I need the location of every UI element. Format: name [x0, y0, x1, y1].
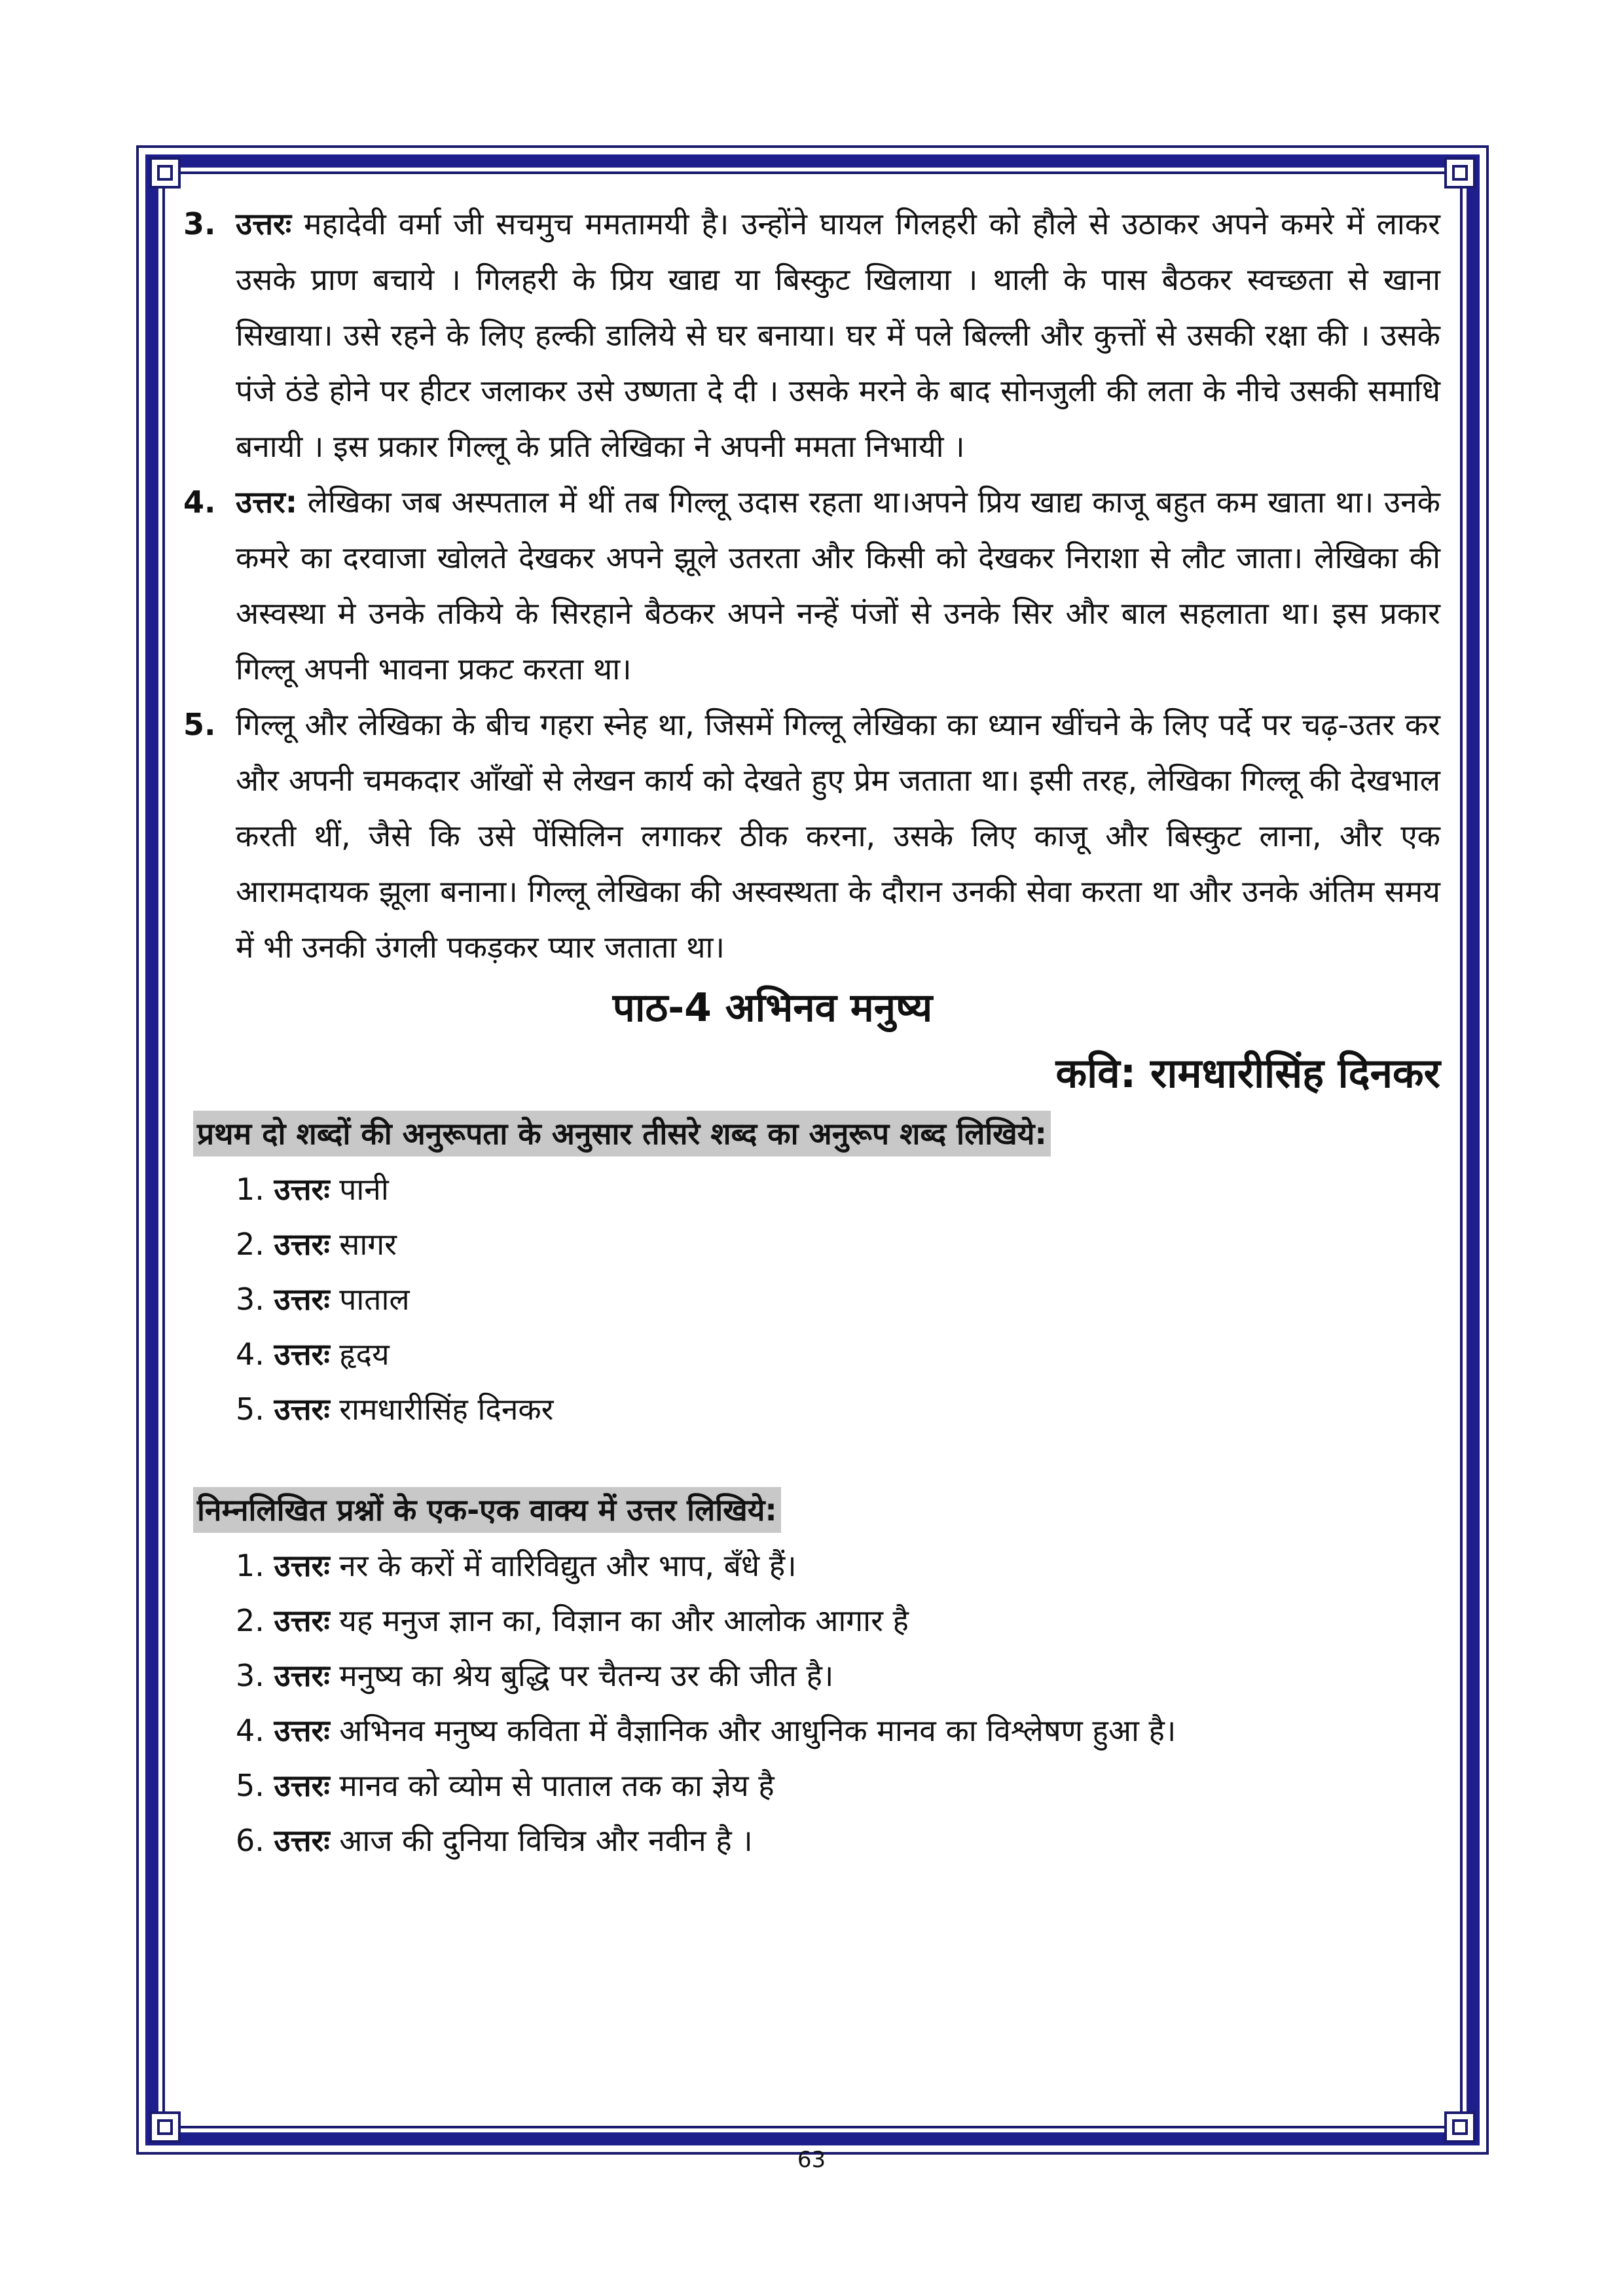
answer-label: उत्तरः: [274, 1336, 330, 1372]
list-item: [236, 1813, 1440, 1868]
item-number: 5.: [236, 1391, 264, 1427]
answer-label: उत्तरः: [274, 1713, 330, 1748]
answer-item: [183, 697, 1440, 975]
item-number: 1.: [236, 1548, 264, 1583]
page-number: 63: [797, 2147, 826, 2173]
answer-label: उत्तरः: [274, 1768, 330, 1803]
poet-name: कवि: रामधारीसिंह दिनकर: [1055, 1049, 1440, 1097]
list-item: [236, 1217, 1440, 1272]
list-item: [236, 1648, 1440, 1703]
answer-text: रामधारीसिंह दिनकर: [329, 1391, 554, 1427]
answer-text: आज की दुनिया विचित्र और नवीन है ।: [329, 1823, 753, 1858]
list-item: [236, 1272, 1440, 1327]
one-sentence-answer-list: [183, 1538, 1440, 1868]
answer-label: उत्तरः: [274, 1391, 330, 1427]
answer-label: उत्तरः: [274, 1172, 330, 1207]
answer-text: यह मनुज ज्ञान का, विज्ञान का और आलोक आगार है: [329, 1603, 909, 1638]
border-corner-ornament: [147, 154, 183, 191]
answer-number: 3.: [183, 206, 216, 242]
answer-label: उत्तर:: [236, 484, 298, 520]
list-item: [236, 1703, 1440, 1758]
answer-label: उत्तरः: [274, 1823, 330, 1858]
answer-text: मनुष्य का श्रेय बुद्धि पर चैतन्य उर की जीत है।: [329, 1658, 834, 1693]
answer-label: उत्तरः: [274, 1282, 330, 1317]
border-corner-ornament: [1442, 2109, 1478, 2145]
item-number: 4.: [236, 1336, 264, 1372]
answer-text: गिल्लू और लेखिका के बीच गहरा स्नेह था, जिसमें गिल्लू लेखिका का ध्यान खींचने के लिए पर्दे पर चढ़-उतर कर और अपनी चमकदार आँखों से लेखन कार्य को देखते हुए प्रेम जताता था। इसी तरह, लेखिका गिल्लू की देखभाल करती थीं, जैसे कि उसे पेंसिलिन लगाकर ठीक करना, उसके लिए काजू और बिस्कुट लाना, और एक आरामदायक झूला बनाना। गिल्लू लेखिका की अस्वस्थता के दौरान उनकी सेवा करता था और उनके अंतिम समय में भी उनकी उंगली पकड़कर प्यार जताता था।: [236, 707, 1440, 965]
item-number: 2.: [236, 1227, 264, 1262]
item-number: 5.: [236, 1768, 264, 1803]
answer-text: मानव को व्योम से पाताल तक का ज्ञेय है: [329, 1768, 775, 1803]
answer-item: [183, 196, 1440, 475]
list-item: [236, 1162, 1440, 1217]
answer-label: उत्तरः: [236, 206, 292, 242]
lesson-title: पाठ-4 अभिनव मनुष्य: [612, 985, 933, 1031]
item-number: 3.: [236, 1282, 264, 1317]
answer-text: लेखिका जब अस्पताल में थीं तब गिल्लू उदास रहता था।अपने प्रिय खाद्य काजू बहुत कम खाता था। उनके कमरे का दरवाजा खोलते देखकर अपने झूले उतरता और किसी को देखकर निराशा से लौट जाता। लेखिका की अस्वस्था मे उनके तकिये के सिरहाने बैठकर अपने नन्हें पंजों से उनके सिर और बाल सहलाता था। इस प्रकार गिल्लू अपनी भावना प्रकट करता था।: [236, 484, 1440, 687]
list-item: [236, 1758, 1440, 1813]
section-spacer: [183, 1437, 1440, 1482]
list-item: [236, 1327, 1440, 1382]
answer-number: 4.: [183, 484, 216, 520]
item-number: 3.: [236, 1658, 264, 1693]
answer-text: पाताल: [329, 1282, 410, 1317]
answer-text: नर के करों में वारिविद्युत और भाप, बँधे हैं।: [329, 1548, 797, 1583]
item-number: 6.: [236, 1823, 264, 1858]
list-item: [236, 1538, 1440, 1593]
answer-text: सागर: [329, 1227, 397, 1262]
list-item: [236, 1593, 1440, 1648]
item-number: 1.: [236, 1172, 264, 1207]
answer-number: 5.: [183, 707, 216, 742]
answer-text: पानी: [329, 1172, 389, 1207]
answer-text: हृदय: [329, 1336, 390, 1372]
section-heading-one-sentence: निम्नलिखित प्रश्नों के एक-एक वाक्य में उत्तर लिखिये:: [193, 1487, 781, 1533]
answer-label: उत्तरः: [274, 1603, 330, 1638]
answer-item: [183, 475, 1440, 697]
section-heading-analogy: प्रथम दो शब्दों की अनुरूपता के अनुसार तीसरे शब्द का अनुरूप शब्द लिखिये:: [193, 1111, 1051, 1157]
answer-text: महादेवी वर्मा जी सचमुच ममतामयी है। उन्होंने घायल गिलहरी को हौले से उठाकर अपने कमरे में लाकर उसके प्राण बचाये । गिलहरी के प्रिय खाद्य या बिस्कुट खिलाया । थाली के पास बैठकर स्वच्छता से खाना सिखाया। उसे रहने के लिए हल्की डालिये से घर बनाया। घर में पले बिल्ली और कुत्तों से उसकी रक्षा की । उसके पंजे ठंडे होने पर हीटर जलाकर उसे उष्णता दे दी । उसके मरने के बाद सोनजुली की लता के नीचे उसकी समाधि बनायी । इस प्रकार गिल्लू के प्रति लेखिका ने अपनी ममता निभायी ।: [236, 206, 1440, 464]
answer-label: उत्तरः: [274, 1548, 330, 1583]
page-content: [183, 196, 1440, 1868]
answer-text: अभिनव मनुष्य कविता में वैज्ञानिक और आधुनिक मानव का विश्लेषण हुआ है।: [329, 1713, 1176, 1748]
border-corner-ornament: [1442, 154, 1478, 191]
answer-label: उत्तरः: [274, 1658, 330, 1693]
item-number: 4.: [236, 1713, 264, 1748]
border-corner-ornament: [147, 2109, 183, 2145]
item-number: 2.: [236, 1603, 264, 1638]
analogy-answer-list: [183, 1162, 1440, 1437]
list-item: [236, 1382, 1440, 1437]
answer-label: उत्तरः: [274, 1227, 330, 1262]
